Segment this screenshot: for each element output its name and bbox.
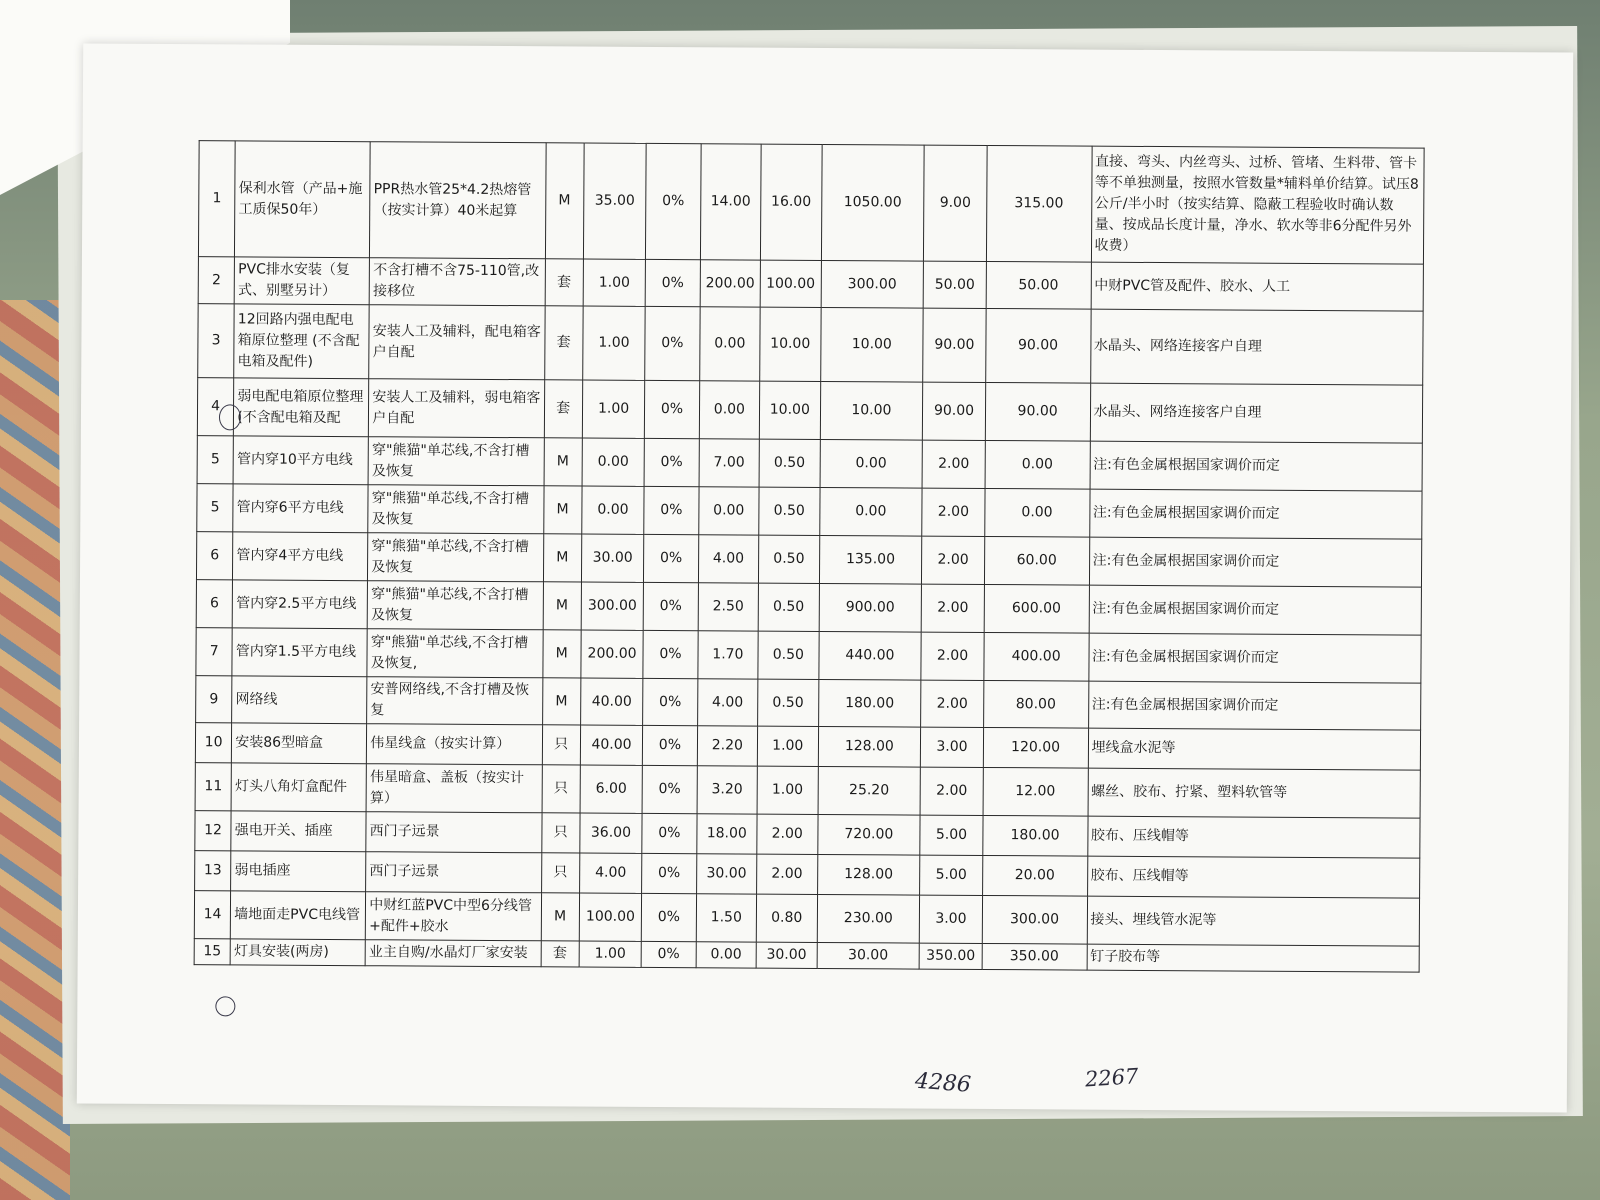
material-amount-cell: 230.00 — [817, 894, 920, 943]
auxiliary-price-cell: 0.50 — [758, 679, 819, 726]
auxiliary-price-cell: 0.80 — [756, 894, 817, 942]
labor-amount-cell: 60.00 — [984, 536, 1089, 585]
auxiliary-price-cell: 0.50 — [758, 583, 819, 631]
item-description-cell: 不含打槽不含75-110管,改接移位 — [369, 258, 545, 306]
labor-price-cell: 350.00 — [919, 943, 982, 969]
labor-price-cell: 3.00 — [921, 727, 984, 767]
remark-cell: 水晶头、网络连接客户自理 — [1090, 309, 1423, 385]
rate-cell: 0% — [645, 306, 700, 380]
unit-cell: M — [544, 438, 583, 486]
material-amount-cell: 0.00 — [819, 487, 922, 536]
item-description-cell: 西门子远景 — [366, 852, 542, 893]
item-name-cell: 管内穿1.5平方电线 — [232, 628, 367, 677]
unit-cell: 只 — [541, 853, 580, 893]
item-name-cell: 管内穿4平方电线 — [233, 532, 368, 581]
handwritten-circle-mark — [219, 404, 241, 430]
row-index-cell: 6 — [196, 532, 233, 580]
labor-amount-cell: 600.00 — [984, 584, 1089, 633]
main-material-price-cell: 200.00 — [700, 260, 761, 307]
rate-cell: 0% — [645, 259, 700, 306]
labor-price-cell: 90.00 — [923, 382, 986, 440]
material-amount-cell: 720.00 — [817, 814, 920, 855]
table-body — [194, 141, 1424, 972]
labor-amount-cell: 50.00 — [986, 261, 1091, 309]
item-name-cell: 弱电插座 — [231, 851, 366, 892]
table-row — [196, 532, 1421, 587]
labor-price-cell: 2.00 — [922, 440, 985, 488]
material-amount-cell: 30.00 — [817, 942, 920, 969]
material-amount-cell: 180.00 — [818, 679, 921, 727]
item-description-cell: 伟星线盒（按实计算） — [367, 724, 543, 765]
labor-amount-cell: 20.00 — [982, 855, 1087, 896]
item-description-cell: 西门子远景 — [366, 812, 542, 853]
labor-amount-cell: 90.00 — [985, 382, 1090, 441]
item-name-cell: 灯具安装(两房) — [230, 939, 365, 966]
auxiliary-price-cell: 30.00 — [756, 942, 817, 968]
labor-price-cell: 2.00 — [921, 680, 984, 727]
main-material-price-cell: 30.00 — [696, 854, 757, 894]
table-row — [197, 378, 1422, 443]
material-amount-cell: 10.00 — [820, 381, 923, 440]
material-amount-cell: 900.00 — [819, 583, 922, 632]
remark-cell: 胶布、压线帽等 — [1087, 816, 1420, 858]
material-amount-cell: 440.00 — [818, 631, 921, 680]
item-description-cell: 穿"熊猫"单芯线,不含打槽及恢复 — [367, 581, 543, 630]
labor-amount-cell: 12.00 — [983, 767, 1088, 816]
row-index-cell: 14 — [194, 891, 231, 939]
main-material-price-cell: 1.50 — [696, 894, 757, 942]
labor-price-cell: 2.00 — [921, 584, 984, 632]
rate-cell: 0% — [642, 853, 697, 893]
quantity-cell: 6.00 — [580, 765, 643, 813]
table-row — [194, 891, 1419, 946]
item-description-cell: 穿"熊猫"单芯线,不含打槽及恢复, — [367, 629, 543, 678]
labor-amount-cell: 315.00 — [986, 145, 1091, 262]
item-name-cell: 管内穿6平方电线 — [233, 484, 368, 533]
row-index-cell: 7 — [196, 628, 233, 676]
remark-cell: 螺丝、胶布、拧紧、塑料软管等 — [1088, 768, 1421, 818]
labor-amount-cell: 300.00 — [982, 895, 1087, 944]
row-index-cell: 5 — [197, 484, 234, 532]
item-name-cell: PVC排水安装（复式、别墅另计） — [234, 257, 369, 305]
main-material-price-cell: 18.00 — [696, 814, 757, 854]
main-material-price-cell: 14.00 — [700, 144, 761, 260]
row-index-cell: 6 — [196, 580, 233, 628]
rate-cell: 0% — [644, 534, 699, 582]
auxiliary-price-cell: 1.00 — [757, 766, 818, 814]
main-material-price-cell: 3.20 — [697, 766, 758, 814]
material-amount-cell: 25.20 — [818, 766, 921, 815]
material-amount-cell: 0.00 — [820, 439, 923, 488]
item-name-cell: 灯头八角灯盒配件 — [231, 763, 366, 812]
material-amount-cell: 300.00 — [821, 260, 924, 308]
auxiliary-price-cell: 0.50 — [759, 535, 820, 583]
labor-amount-cell: 0.00 — [985, 440, 1090, 489]
item-description-cell: 伟星暗盒、盖板（按实计算） — [366, 764, 542, 813]
material-amount-cell: 128.00 — [817, 854, 920, 895]
rate-cell: 0% — [646, 143, 701, 259]
row-index-cell: 5 — [197, 436, 234, 484]
labor-price-cell: 2.00 — [921, 632, 984, 680]
labor-amount-cell: 80.00 — [983, 680, 1088, 728]
row-index-cell: 12 — [195, 811, 232, 851]
unit-cell: 只 — [542, 765, 581, 813]
remark-cell: 接头、埋线管水泥等 — [1087, 896, 1420, 946]
item-description-cell: PPR热水管25*4.2热熔管（按实计算）40米起算 — [370, 142, 546, 259]
main-material-price-cell: 0.00 — [698, 487, 759, 535]
row-index-cell: 15 — [194, 939, 230, 965]
rate-cell: 0% — [641, 941, 696, 967]
unit-cell: M — [543, 582, 582, 630]
item-description-cell: 穿"熊猫"单芯线,不含打槽及恢复 — [368, 485, 544, 534]
quantity-cell: 36.00 — [580, 813, 643, 853]
unit-cell: 只 — [542, 725, 581, 765]
main-material-price-cell: 1.70 — [698, 631, 759, 679]
material-amount-cell: 135.00 — [819, 535, 922, 584]
remark-cell: 注:有色金属根据国家调价而定 — [1089, 585, 1422, 635]
main-material-price-cell: 0.00 — [696, 942, 757, 968]
remark-cell: 水晶头、网络连接客户自理 — [1090, 383, 1423, 443]
item-description-cell: 穿"熊猫"单芯线,不含打槽及恢复 — [368, 437, 544, 486]
remark-cell: 注:有色金属根据国家调价而定 — [1090, 441, 1423, 491]
auxiliary-price-cell: 16.00 — [761, 144, 822, 260]
item-description-cell: 穿"熊猫"单芯线,不含打槽及恢复 — [368, 533, 544, 582]
quantity-cell: 0.00 — [582, 486, 645, 534]
unit-cell: 套 — [545, 259, 584, 306]
unit-cell: M — [542, 678, 581, 725]
table-row — [196, 580, 1421, 635]
remark-cell: 钉子胶布等 — [1087, 944, 1420, 972]
quantity-cell: 300.00 — [581, 582, 644, 630]
table-row — [198, 304, 1423, 385]
row-index-cell: 9 — [196, 676, 233, 723]
main-material-price-cell: 2.50 — [698, 583, 759, 631]
row-index-cell: 4 — [197, 378, 234, 436]
material-amount-cell: 128.00 — [818, 726, 921, 767]
handwritten-total: 4286 — [914, 1068, 972, 1098]
unit-cell: 套 — [544, 380, 583, 438]
item-name-cell: 弱电配电箱原位整理 (不含配电箱及配 — [234, 378, 369, 437]
quantity-cell: 100.00 — [579, 893, 642, 941]
quantity-cell: 35.00 — [583, 143, 646, 259]
rate-cell: 0% — [643, 582, 698, 630]
rate-cell: 0% — [644, 438, 699, 486]
item-name-cell: 安装86型暗盒 — [232, 723, 367, 764]
quotation-sheet — [77, 43, 1573, 1112]
main-material-price-cell: 0.00 — [699, 381, 760, 439]
remark-cell: 注:有色金属根据国家调价而定 — [1089, 537, 1422, 587]
labor-amount-cell: 0.00 — [984, 488, 1089, 537]
labor-amount-cell: 90.00 — [985, 308, 1090, 383]
item-description-cell: 业主自购/水晶灯厂家安装 — [365, 940, 540, 967]
remark-cell: 胶布、压线帽等 — [1087, 856, 1420, 898]
auxiliary-price-cell: 1.00 — [757, 726, 818, 766]
material-amount-cell: 1050.00 — [821, 144, 924, 261]
labor-price-cell: 9.00 — [924, 145, 987, 261]
auxiliary-price-cell: 10.00 — [759, 381, 820, 439]
table-row — [198, 141, 1424, 264]
labor-price-cell: 50.00 — [923, 261, 986, 308]
rate-cell: 0% — [642, 893, 697, 941]
auxiliary-price-cell: 100.00 — [760, 260, 821, 307]
labor-price-cell: 2.00 — [922, 488, 985, 536]
main-material-price-cell: 2.20 — [697, 726, 758, 766]
labor-price-cell: 90.00 — [923, 308, 986, 382]
main-material-price-cell: 4.00 — [698, 535, 759, 583]
labor-price-cell: 3.00 — [920, 895, 983, 943]
rate-cell: 0% — [643, 725, 698, 765]
quantity-cell: 1.00 — [583, 306, 646, 380]
unit-cell: 只 — [541, 813, 580, 853]
rate-cell: 0% — [643, 678, 698, 725]
unit-cell: M — [542, 630, 581, 678]
rate-cell: 0% — [645, 380, 700, 438]
auxiliary-price-cell: 2.00 — [757, 854, 818, 894]
row-index-cell: 2 — [198, 257, 235, 304]
labor-amount-cell: 400.00 — [984, 632, 1089, 681]
rate-cell: 0% — [642, 765, 697, 813]
remark-cell: 中财PVC管及配件、胶水、人工 — [1091, 262, 1424, 311]
main-material-price-cell: 7.00 — [699, 439, 760, 487]
handwritten-circle-mark — [215, 996, 235, 1016]
item-name-cell: 强电开关、插座 — [231, 811, 366, 852]
row-index-cell: 1 — [198, 141, 235, 257]
quantity-cell: 200.00 — [581, 630, 644, 678]
rate-cell: 0% — [642, 813, 697, 853]
item-description-cell: 安装人工及辅料，弱电箱客户自配 — [369, 379, 545, 438]
quotation-table — [194, 140, 1425, 972]
quantity-cell: 0.00 — [582, 438, 645, 486]
quantity-cell: 1.00 — [583, 259, 646, 306]
auxiliary-price-cell: 0.50 — [758, 631, 819, 679]
main-material-price-cell: 0.00 — [699, 307, 760, 381]
item-description-cell: 安普网络线,不含打槽及恢复 — [367, 677, 543, 725]
item-name-cell: 管内穿10平方电线 — [233, 436, 368, 485]
auxiliary-price-cell: 10.00 — [760, 307, 821, 381]
quantity-cell: 30.00 — [581, 534, 644, 582]
table-row — [197, 484, 1422, 539]
remark-cell: 注:有色金属根据国家调价而定 — [1088, 681, 1421, 730]
row-index-cell: 10 — [195, 723, 232, 763]
item-name-cell: 12回路内强电配电箱原位整理 (不含配电箱及配件) — [234, 304, 369, 379]
table-row — [198, 257, 1423, 311]
item-name-cell: 管内穿2.5平方电线 — [232, 580, 367, 629]
unit-cell: 套 — [541, 941, 579, 967]
table-row — [196, 676, 1421, 730]
item-name-cell: 墙地面走PVC电线管 — [231, 891, 366, 940]
labor-price-cell: 5.00 — [920, 815, 983, 855]
unit-cell: M — [545, 143, 584, 259]
item-description-cell: 中财红蓝PVC中型6分线管+配件+胶水 — [366, 892, 542, 941]
item-name-cell: 网络线 — [232, 676, 367, 724]
rate-cell: 0% — [644, 486, 699, 534]
auxiliary-price-cell: 0.50 — [759, 439, 820, 487]
labor-amount-cell: 180.00 — [983, 815, 1088, 856]
quantity-cell: 1.00 — [579, 941, 642, 967]
unit-cell: 套 — [544, 306, 583, 380]
item-name-cell: 保利水管（产品+施工质保50年） — [235, 141, 371, 258]
unit-cell: M — [543, 486, 582, 534]
table-row — [197, 436, 1422, 491]
labor-price-cell: 2.00 — [920, 767, 983, 815]
material-amount-cell: 10.00 — [820, 307, 923, 382]
quantity-cell: 40.00 — [580, 678, 643, 725]
labor-amount-cell: 350.00 — [982, 943, 1087, 970]
main-material-price-cell: 4.00 — [697, 679, 758, 726]
rate-cell: 0% — [643, 630, 698, 678]
quantity-cell: 4.00 — [579, 853, 642, 893]
auxiliary-price-cell: 2.00 — [757, 814, 818, 854]
table-row — [195, 763, 1420, 818]
remark-cell: 注:有色金属根据国家调价而定 — [1088, 633, 1421, 683]
auxiliary-price-cell: 0.50 — [759, 487, 820, 535]
row-index-cell: 13 — [195, 851, 232, 891]
row-index-cell: 11 — [195, 763, 232, 811]
item-description-cell: 安装人工及辅料，配电箱客户自配 — [369, 305, 545, 380]
remark-cell: 直接、弯头、内丝弯头、过桥、管堵、生料带、管卡等不单独测量，按照水管数量*辅料单价结算。试压8公斤/半小时（按实结算、隐蔽工程验收时确认数量、按成品长度计量，净水、软水等非6分配件另外收费） — [1091, 146, 1424, 264]
quantity-cell: 40.00 — [580, 725, 643, 765]
labor-price-cell: 2.00 — [922, 536, 985, 584]
remark-cell: 注:有色金属根据国家调价而定 — [1089, 489, 1422, 539]
labor-price-cell: 5.00 — [920, 855, 983, 895]
quantity-cell: 1.00 — [582, 380, 645, 438]
row-index-cell: 3 — [198, 304, 235, 378]
handwritten-subtotal: 2267 — [1084, 1064, 1140, 1092]
remark-cell: 埋线盒水泥等 — [1088, 728, 1421, 770]
unit-cell: M — [541, 893, 580, 941]
table-row — [196, 628, 1421, 683]
unit-cell: M — [543, 534, 582, 582]
labor-amount-cell: 120.00 — [983, 727, 1088, 768]
